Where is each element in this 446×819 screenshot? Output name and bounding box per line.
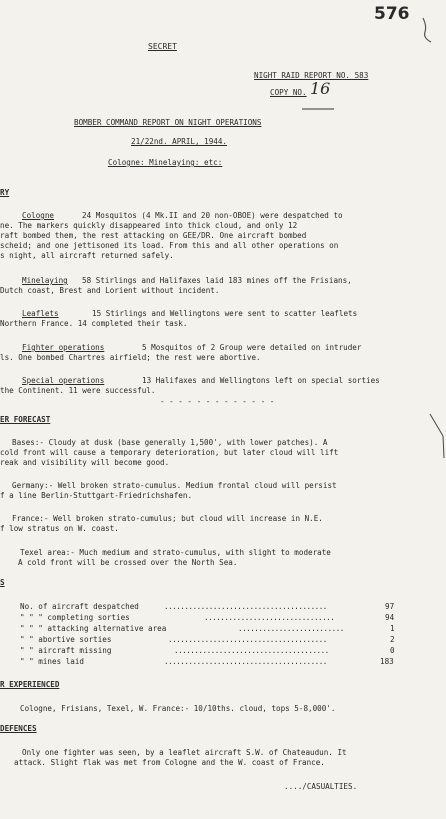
summary-heading: RY bbox=[0, 188, 10, 197]
weather-experienced-heading: R EXPERIENCED bbox=[0, 680, 60, 689]
leaflets-line: 15 Stirlings and Wellingtons were sent to scatter leaflets bbox=[92, 309, 358, 318]
forecast-line: A cold front will be crossed over the North Sea. bbox=[18, 558, 238, 567]
copy-label: COPY NO. bbox=[270, 88, 307, 97]
stat-value: 183 bbox=[380, 657, 394, 666]
weather-experienced-text: Cologne, Frisians, Texel, W. France:- 10/10ths. cloud, tops 5-8,000'. bbox=[20, 704, 336, 713]
cologne-line: raft bombed them, the rest attacking on GEE/DR. One aircraft bombed bbox=[0, 231, 307, 240]
report-date: 21/22nd. APRIL, 1944. bbox=[131, 137, 228, 146]
margin-pencil-mark bbox=[428, 412, 446, 466]
minelaying-label: Minelaying bbox=[22, 276, 68, 285]
stat-label: " " mines laid bbox=[20, 657, 85, 666]
special-ops-line: 13 Halifaxes and Wellingtons left on special sorties bbox=[142, 376, 380, 385]
page-number: 576 bbox=[374, 4, 410, 24]
minelaying-line: 58 Stirlings and Halifaxes laid 183 mines off the Frisians, bbox=[82, 276, 352, 285]
stat-value: 2 bbox=[390, 635, 395, 644]
stat-leader: .......................... bbox=[238, 624, 344, 633]
cologne-line: s night, all aircraft returned safely. bbox=[0, 251, 174, 260]
forecast-line: France:- Well broken strato-cumulus; but cloud will increase in N.E. bbox=[12, 514, 323, 523]
continuation-footer: ..../CASUALTIES. bbox=[284, 782, 358, 791]
classification: SECRET bbox=[148, 42, 177, 51]
cologne-line: 24 Mosquitos (4 Mk.II and 20 non-OBOE) were despatched to bbox=[82, 211, 343, 220]
pencil-mark bbox=[420, 16, 444, 50]
stat-label: " " aircraft missing bbox=[20, 646, 112, 655]
forecast-line: cold front will cause a temporary deterioration, but later cloud will lift bbox=[0, 448, 339, 457]
stat-label: " " " completing sorties bbox=[20, 613, 130, 622]
report-title: BOMBER COMMAND REPORT ON NIGHT OPERATIONS bbox=[74, 118, 262, 127]
section-separator: - - - - - - - - - - - - - bbox=[160, 397, 275, 406]
cologne-line: ne. The markers quickly disappeared into thick cloud, and only 12 bbox=[0, 221, 298, 230]
stat-value: 97 bbox=[385, 602, 395, 611]
stat-label: No. of aircraft despatched bbox=[20, 602, 139, 611]
special-ops-label: Special operations bbox=[22, 376, 105, 385]
fighter-ops-label: Fighter operations bbox=[22, 343, 105, 352]
stat-leader: ........................................ bbox=[164, 602, 327, 611]
stat-label: " " " attacking alternative area bbox=[20, 624, 167, 633]
fighter-ops-line: 5 Mosquitos of 2 Group were detailed on intruder bbox=[142, 343, 362, 352]
defences-line: attack. Slight flak was met from Cologne and the W. coast of France. bbox=[14, 758, 325, 767]
forecast-line: Texel area:- Much medium and strato-cumulus, with slight to moderate bbox=[20, 548, 331, 557]
fighter-ops-line: ls. One bombed Chartres airfield; the rest were abortive. bbox=[0, 353, 261, 362]
special-ops-line: the Continent. 11 were successful. bbox=[0, 386, 156, 395]
forecast-line: f low stratus on W. coast. bbox=[0, 524, 119, 533]
stat-value: 1 bbox=[390, 624, 395, 633]
leaflets-label: Leaflets bbox=[22, 309, 59, 318]
defences-line: Only one fighter was seen, by a leaflet aircraft S.W. of Chateaudun. It bbox=[22, 748, 347, 757]
defences-heading: DEFENCES bbox=[0, 724, 37, 733]
forecast-line: f a line Berlin-Stuttgart-Friedrichshafen. bbox=[0, 491, 193, 500]
forecast-heading: ER FORECAST bbox=[0, 415, 51, 424]
forecast-line: Bases:- Cloudy at dusk (base generally 1,500', with lower patches). A bbox=[12, 438, 328, 447]
copy-number: 16 bbox=[310, 79, 331, 98]
cologne-label: Cologne bbox=[22, 211, 55, 220]
report-reference: NIGHT RAID REPORT NO. 583 bbox=[254, 71, 369, 80]
leaflets-line: Northern France. 14 completed their task. bbox=[0, 319, 188, 328]
stat-value: 94 bbox=[385, 613, 395, 622]
stat-leader: ....................................... bbox=[168, 635, 327, 644]
minelaying-line: Dutch coast, Brest and Lorient without incident. bbox=[0, 286, 220, 295]
stat-leader: ...................................... bbox=[174, 646, 329, 655]
forecast-line: Germany:- Well broken strato-cumulus. Medium frontal cloud will persist bbox=[12, 481, 337, 490]
statistics-heading: S bbox=[0, 578, 5, 587]
stat-leader: ................................ bbox=[204, 613, 335, 622]
targets-line: Cologne: Minelaying: etc: bbox=[108, 158, 223, 167]
cologne-line: scheid; and one jettisoned its load. From this and all other operations on bbox=[0, 241, 339, 250]
stat-value: 0 bbox=[390, 646, 395, 655]
copy-number-underline bbox=[302, 96, 336, 115]
stat-label: " " abortive sorties bbox=[20, 635, 112, 644]
stat-leader: ........................................ bbox=[164, 657, 327, 666]
forecast-line: reak and visibility will become good. bbox=[0, 458, 170, 467]
